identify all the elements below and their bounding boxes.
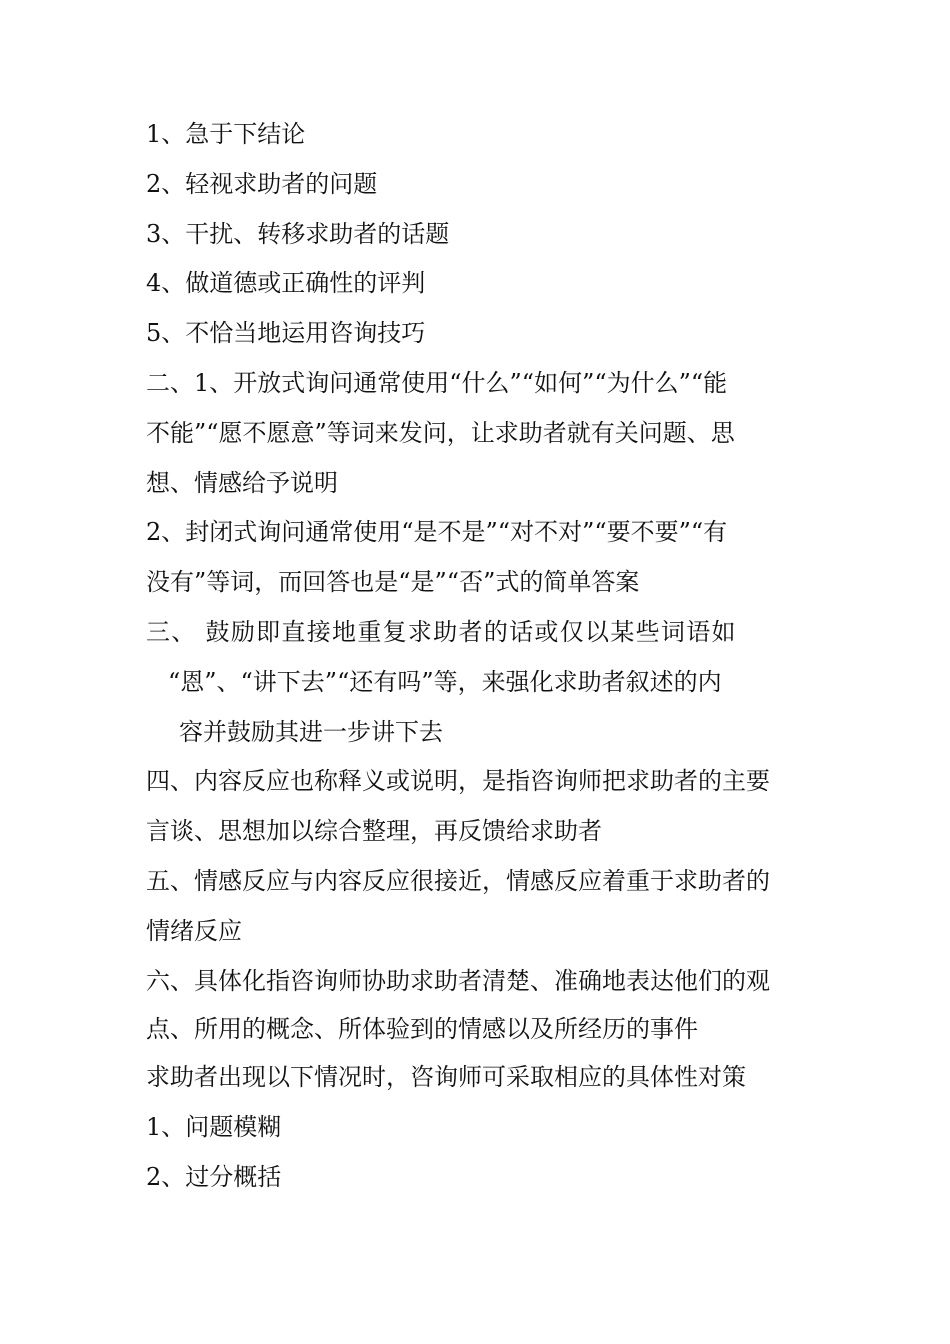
text-line: 容并鼓励其进一步讲下去 xyxy=(179,717,443,746)
text-line: 四、内容反应也称释义或说明，是指咨询师把求助者的主要 xyxy=(146,767,770,796)
text-line: 没有”等词，而回答也是“是”“否”式的简单答案 xyxy=(146,568,640,597)
text-line: 不能”“愿不愿意”等词来发问，让求助者就有关问题、思 xyxy=(146,418,735,447)
text-line: 想、情感给予说明 xyxy=(146,468,338,497)
text-line: “恩”、“讲下去”“还有吗”等，来强化求助者叙述的内 xyxy=(168,667,722,696)
document-body xyxy=(146,110,810,1203)
text-line: 1、问题模糊 xyxy=(146,1113,282,1142)
text-line: 点、所用的概念、所体验到的情感以及所经历的事件 xyxy=(146,1015,698,1044)
text-line: 五、情感反应与内容反应很接近，情感反应着重于求助者的 xyxy=(146,866,770,895)
text-line: 二、1、开放式询问通常使用“什么”“如何”“为什么”“能 xyxy=(146,368,728,397)
text-line: 三、 鼓励即直接地重复求助者的话或仅以某些词语如 xyxy=(146,617,737,646)
text-line: 2、过分概括 xyxy=(146,1162,282,1191)
text-line: 2、封闭式询问通常使用“是不是”“对不对”“要不要”“有 xyxy=(146,518,728,547)
text-line: 1、急于下结论 xyxy=(146,120,306,148)
text-line: 3、干扰、转移求助者的话题 xyxy=(146,219,450,248)
text-line: 4、做道德或正确性的评判 xyxy=(146,269,426,298)
text-line: 5、不恰当地运用咨询技巧 xyxy=(146,319,426,348)
text-line: 2、轻视求助者的问题 xyxy=(146,169,378,198)
text-line: 情绪反应 xyxy=(146,916,242,945)
text-line: 六、具体化指咨询师协助求助者清楚、准确地表达他们的观 xyxy=(146,966,770,995)
text-line: 求助者出现以下情况时，咨询师可采取相应的具体性对策 xyxy=(146,1063,746,1092)
text-line: 言谈、思想加以综合整理，再反馈给求助者 xyxy=(146,817,602,846)
